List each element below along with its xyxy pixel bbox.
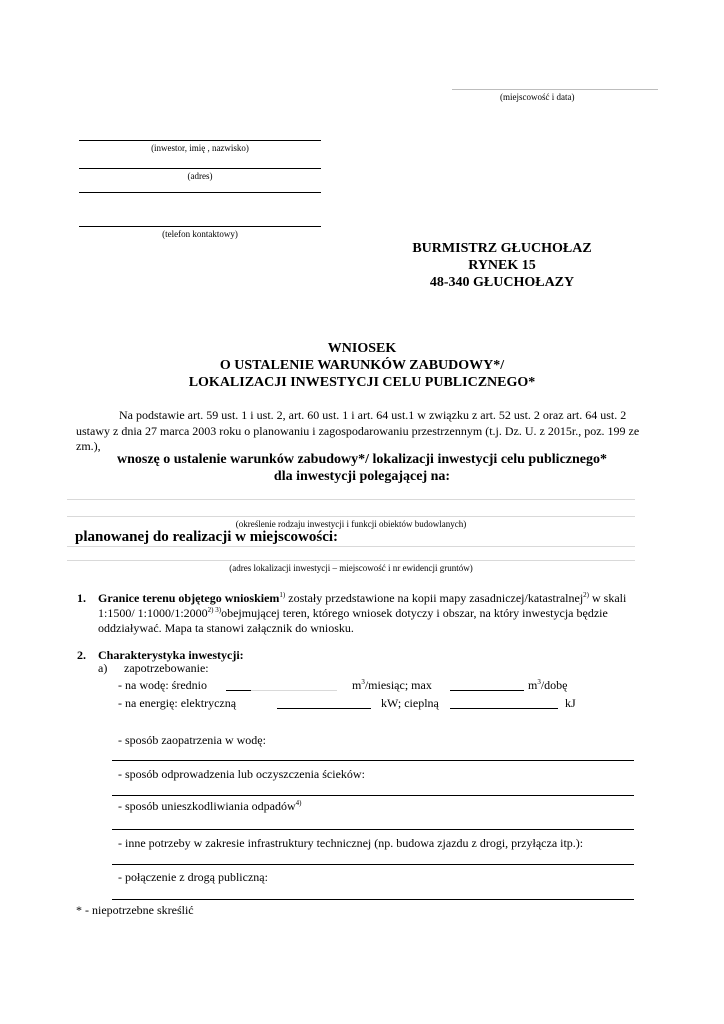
investment-type-line-2[interactable] — [67, 516, 635, 517]
water-demand-label: - na wodę: średnio — [118, 678, 207, 692]
recipient-line-2: RYNEK 15 — [468, 258, 536, 273]
section-1-line-2 — [98, 606, 608, 621]
legal-basis-line-3: zm.), — [76, 439, 101, 453]
other-infra-field[interactable] — [112, 864, 634, 865]
address-line-1[interactable] — [79, 168, 321, 169]
location-line-2[interactable] — [67, 560, 635, 561]
location-line-1[interactable] — [67, 546, 635, 547]
phone-label: (telefon kontaktowy) — [162, 229, 238, 239]
section-1-text-2: w skali — [589, 591, 627, 605]
sewage-label: - sposób odprowadzenia lub oczyszczenia ścieków: — [118, 767, 365, 781]
footnote-ref-2: 2) — [583, 591, 589, 599]
water-max-field[interactable] — [450, 690, 524, 691]
unit-sup: 3 — [361, 678, 365, 686]
waste-label — [118, 799, 301, 814]
request-line-2: dla inwestycji polegającej na: — [273, 469, 451, 484]
unit-m: m — [528, 678, 538, 692]
unit-month-text: /miesiąc; max — [364, 678, 432, 692]
footnote-ref-4: 4) — [295, 799, 302, 807]
energy-demand-label: - na energię: elektryczną — [118, 696, 237, 710]
section-1-text-3: obejmującej teren, którego wniosek dotyczy i obszar, na który inwestycja będzie — [221, 606, 608, 620]
water-unit-day — [528, 678, 568, 693]
recipient-line-1: BURMISTRZ GŁUCHOŁAZ — [412, 241, 592, 256]
section-2-number: 2. — [77, 648, 86, 662]
title-line-2: O USTALENIE WARUNKÓW ZABUDOWY*/ — [219, 358, 505, 373]
address-line-2[interactable] — [79, 192, 321, 193]
sub-a-letter: a) — [98, 661, 108, 675]
title-line-1: WNIOSEK — [327, 341, 397, 356]
section-1-number: 1. — [77, 591, 86, 605]
document-title — [40, 340, 684, 391]
request-line-1: wnoszę o ustalenie warunków zabudowy*/ lokalizacji inwestycji celu publicznego* — [116, 452, 607, 467]
waste-field[interactable] — [112, 829, 634, 830]
section-2-heading: Charakterystyka inwestycji: — [98, 648, 244, 662]
investment-type-label: (określenie rodzaju inwestycji i funkcji obiektów budowlanych) — [235, 519, 467, 529]
section-1-text-1: zostały przedstawione na kopii mapy zasadniczej/katastralnej — [285, 591, 584, 605]
investor-label: (inwestor, imię , nazwisko) — [151, 143, 249, 153]
water-supply-field[interactable] — [112, 760, 634, 761]
waste-text: - sposób unieszkodliwiania odpadów — [118, 799, 296, 813]
unit-day-text: /dobę — [540, 678, 568, 692]
recipient-line-3: 48-340 GŁUCHOŁAZY — [429, 275, 575, 290]
road-connection-label: - połączenie z drogą publiczną: — [118, 870, 268, 884]
heat-energy-field[interactable] — [450, 708, 558, 709]
section-1-line-3: oddziaływać. Mapa ta stanowi załącznik do wniosku. — [98, 621, 354, 635]
energy-unit-kw: kW; cieplną — [381, 696, 439, 710]
section-1-line-1 — [98, 591, 626, 606]
water-average-field-ext[interactable] — [251, 690, 337, 691]
phone-line[interactable] — [79, 226, 321, 227]
sewage-field[interactable] — [112, 795, 634, 796]
footnote: * - niepotrzebne skreślić — [76, 903, 194, 917]
unit-sup: 3 — [537, 678, 541, 686]
legal-basis-line-1: Na podstawie art. 59 ust. 1 i ust. 2, art. 60 ust. 1 i art. 64 ust.1 w związku z art. 52 ust. 2 oraz art. 64 ust. 2 — [119, 408, 627, 422]
energy-unit-kj: kJ — [565, 696, 576, 710]
sub-a-label: zapotrzebowanie: — [124, 661, 209, 675]
address-label: (adres) — [187, 171, 213, 181]
investor-line[interactable] — [79, 140, 321, 141]
footnote-ref-3: 2) 3) — [207, 606, 222, 614]
water-average-field[interactable] — [226, 690, 251, 691]
section-1-heading: Granice terenu objętego wnioskiem — [98, 591, 280, 605]
other-infra-label: - inne potrzeby w zakresie infrastruktury technicznej (np. budowa zjazdu z drogi, przyłącza itp.): — [118, 836, 584, 850]
electric-energy-field[interactable] — [277, 708, 371, 709]
recipient-block — [380, 240, 624, 291]
location-label: (adres lokalizacji inwestycji – miejscowość i nr ewidencji gruntów) — [229, 563, 473, 573]
place-date-label: (miejscowość i data) — [500, 92, 575, 102]
unit-m: m — [352, 678, 362, 692]
water-supply-label: - sposób zaopatrzenia w wodę: — [118, 733, 266, 747]
scale-options: 1:1500/ 1:1000/1:2000 — [98, 606, 208, 620]
legal-basis-line-2: ustawy z dnia 27 marca 2003 roku o planowaniu i zagospodarowaniu przestrzennym (t.j. Dz. U. z 2015r., poz. 199 ze — [76, 424, 640, 438]
road-connection-field[interactable] — [112, 899, 634, 900]
investment-type-line-1[interactable] — [67, 499, 635, 500]
location-heading: planowanej do realizacji w miejscowości: — [75, 529, 339, 545]
title-line-3: LOKALIZACJI INWESTYCJI CELU PUBLICZNEGO* — [188, 375, 536, 390]
water-unit-month — [352, 678, 432, 693]
footnote-ref-1: 1) — [279, 591, 286, 599]
place-date-line[interactable] — [452, 89, 658, 90]
